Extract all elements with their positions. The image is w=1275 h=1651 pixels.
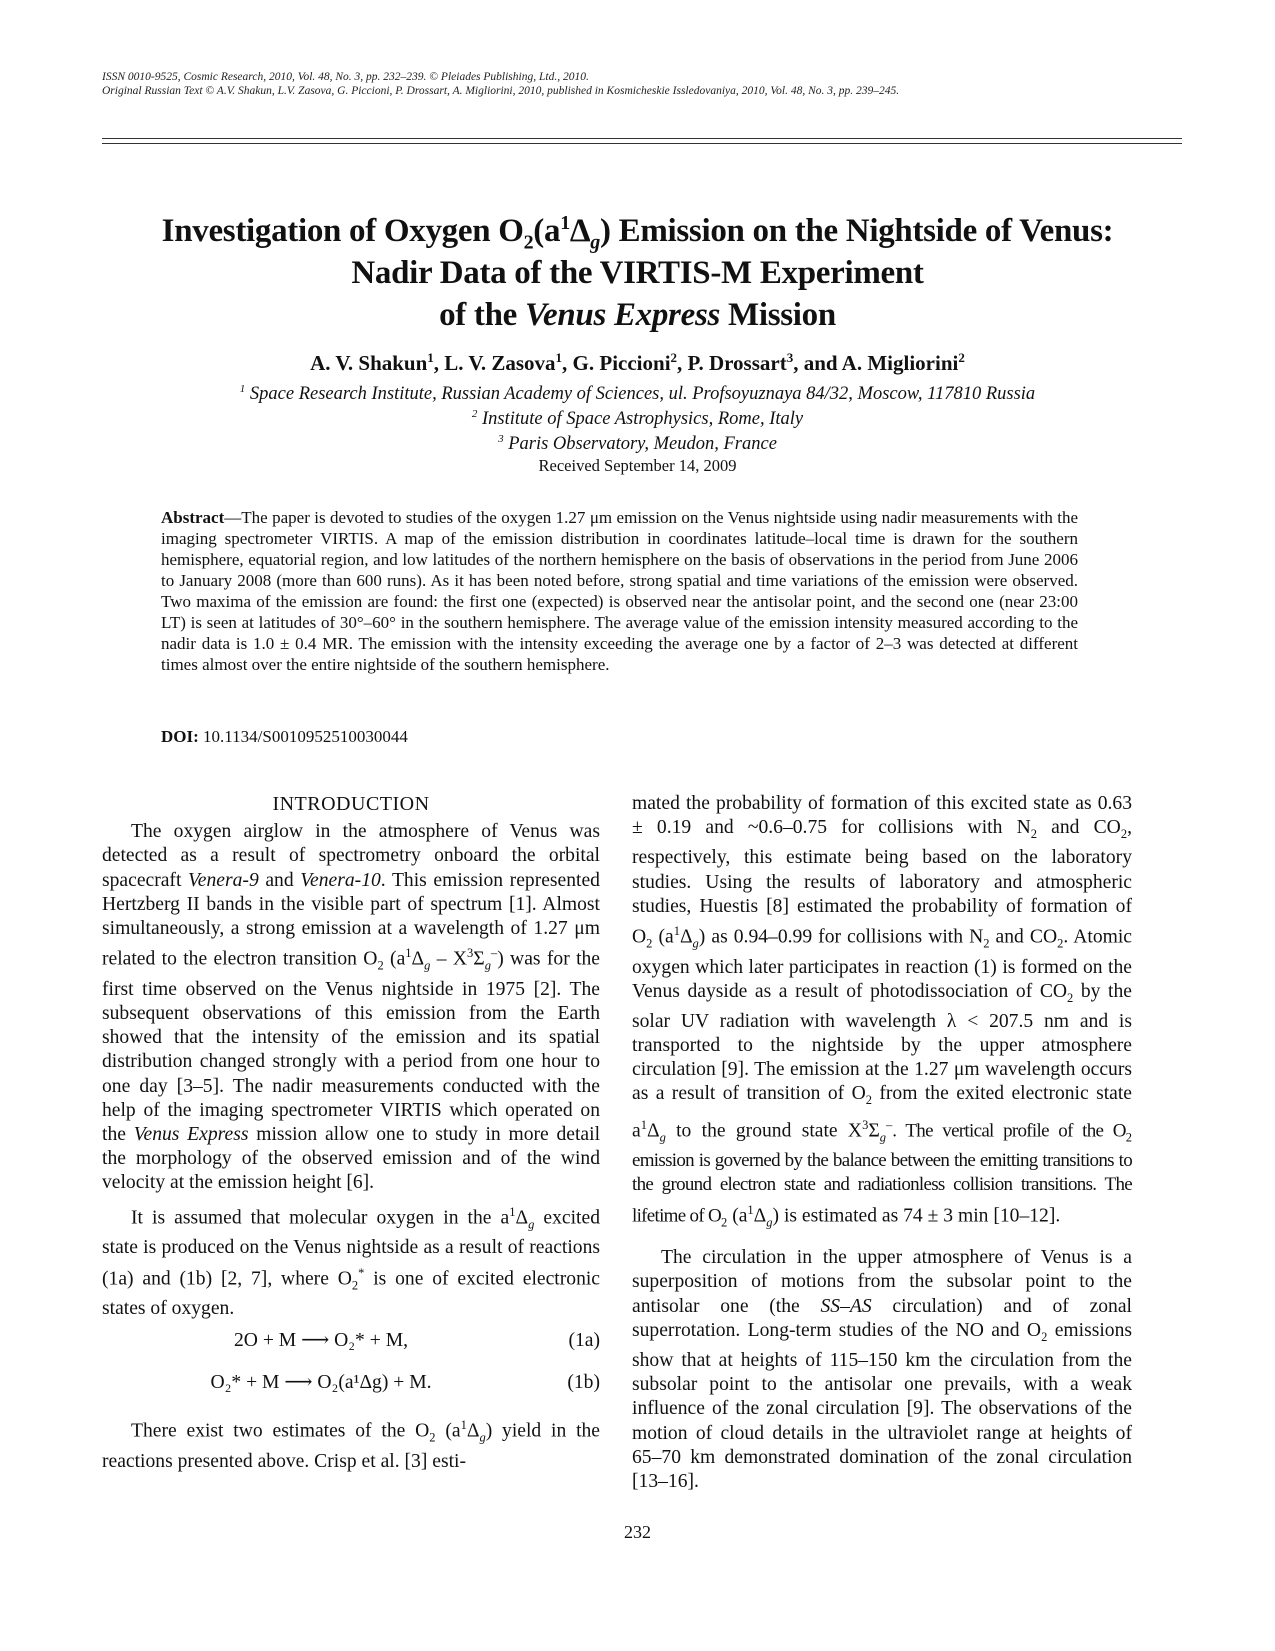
header-rule-top bbox=[102, 138, 1182, 139]
journal-header bbox=[102, 70, 1182, 98]
text-run: . Atomic oxygen which later participates in reaction (1) is formed on the Venus dayside as a result of photodissociation of CO bbox=[632, 926, 1132, 1002]
affiliation bbox=[60, 432, 1215, 456]
paragraph: The oxygen airglow in the atmosphere of Venus was detected as a result of spectrometry onboard the orbital spacecraft Venera-9 and Venera-10. This emission represented Hertzberg II bands in the visible part of spectrum [1]. Almost simultaneously, a strong emission at a wavelength of 1.27 μm related to the electron transition $O_2$ $(a^1\Delta_g - X^3\Sigma_g^-)$ was for the first time observed on the Venus nightside in 1975 [2]. The subsequent observations of this emission from the Earth showed that the intensity of the emission and its spatial distribution changed strongly with a period from one hour to one day [3–5]. The nadir measurements conducted with the help of the imaging spectrometer VIRTIS which operated on the Venus Express mission allow one to study in more detail the morphology of the observed emission and of the wind velocity at the emission height [6]. bbox=[102, 821, 601, 1194]
title-mission-name: Venus Express bbox=[524, 297, 721, 333]
original-text-line: Original Russian Text © A.V. Shakun, L.V. Zasova, G. Piccioni, P. Drossart, A. Migliorini, 2010, published in Kosmicheskie Issledovaniya, 2010, Vol. 48, No. 3, pp. 239–245. bbox=[102, 85, 900, 97]
abstract bbox=[161, 507, 1078, 675]
text-run: circulation) and of zonal superrotation. Long-term studies of the NO and O bbox=[632, 1295, 1132, 1341]
title-part: (a bbox=[533, 213, 561, 249]
right-column bbox=[632, 792, 1132, 1494]
equation bbox=[102, 1321, 600, 1363]
title-line-2: Nadir Data of the VIRTIS-M Experiment bbox=[351, 255, 924, 291]
circulation-term: SS–AS bbox=[820, 1295, 872, 1317]
equation bbox=[102, 1363, 600, 1405]
text-run: and bbox=[258, 869, 301, 891]
equation-number: (1b) bbox=[567, 1372, 600, 1394]
journal-citation-line: ISSN 0010-9525, Cosmic Research, 2010, Vol. 48, No. 3, pp. 232–239. © Pleiades Publishing, Ltd., 2010. bbox=[102, 71, 589, 83]
text-run: . The vertical profile of the O bbox=[892, 1120, 1126, 1142]
text-run: yield in the reactions presented above. Crisp et al. [3] esti- bbox=[102, 1420, 601, 1473]
text-run: emissions show that at heights of 115–150 km the circulation from the subsolar point to the antisolar one prevails, with a weak influence of the zonal circulation [9]. The observations of the motion of cloud details in the ultraviolet range at heights of 65–70 km demonstrated domination of the zonal circulation [13–16]. bbox=[632, 1319, 1132, 1493]
text-run: mission allow one to study in more detail the morphology of the observed emission and of the wind velocity at the emission height [6]. bbox=[102, 1124, 601, 1194]
equation-formula: O₂* + M ⟶ O₂(a¹Δg) + M. bbox=[210, 1372, 432, 1394]
left-column bbox=[102, 792, 600, 1474]
author: A. Migliorini bbox=[841, 351, 959, 375]
doi bbox=[161, 727, 408, 747]
text-run: and CO bbox=[1036, 817, 1121, 839]
section-heading: INTRODUCTION bbox=[272, 793, 430, 815]
affiliation-text: Space Research Institute, Russian Academy of Sciences, ul. Profsoyuznaya 84/32, Moscow, 117810 Russia bbox=[249, 384, 1036, 404]
paper-title: Investigation of Oxygen $O_2(a^1\Delta_g)$ Emission on the Nightside of Venus: Nadir Data of the VIRTIS-M Experiment of the Venus Express Mission bbox=[60, 210, 1215, 336]
abstract-text: —The paper is devoted to studies of the oxygen 1.27 μm emission on the Venus nightside using nadir measurements with the imaging spectrometer VIRTIS. A map of the emission distribution in coordinates latitude–local time is drawn for the southern hemisphere, equatorial region, and low latitudes of the northern hemisphere on the basis of observations in the period from June 2006 to January 2008 (more than 600 runs). As it has been noted before, strong spatial and time variations of the emission were observed. Two maxima of the emission are found: the first one (expected) is observed near the antisolar point, and the second one (near 23:00 LT) is seen at latitudes of 30°–60° in the southern hemisphere. The average value of the emission intensity measured according to the nadir data is 1.0 ± 0.4 MR. The emission with the intensity exceeding the average one by a factor of 2–3 was detected at different times almost over the entire nightside of the southern hemisphere. bbox=[161, 508, 1078, 674]
text-run: is one of excited electronic states of oxygen. bbox=[102, 1268, 601, 1320]
equation-formula: 2O + M ⟶ O₂* + M, bbox=[233, 1330, 409, 1352]
mission-name: Venus Express bbox=[133, 1124, 249, 1146]
title-part: Mission bbox=[720, 297, 836, 333]
text-run: is estimated as 74 ± 3 min [10–12]. bbox=[779, 1205, 1061, 1227]
text-run: The circulation in the upper atmosphere of Venus is a superposition of motions from the subsolar point to the antisolar one (the bbox=[632, 1247, 1132, 1317]
page-number: 232 bbox=[624, 1522, 651, 1542]
text-run: mated the probability of formation of this excited state as 0.63 ± 0.19 and ~0.6–0.75 for collisions with N bbox=[632, 793, 1132, 839]
author: A. V. Shakun bbox=[310, 351, 428, 375]
text-run: by the solar UV radiation with wavelength λ < 207.5 nm and is transported to the nightside by the upper atmosphere circulation [9]. The emission at the 1.27 μm wavelength occurs as a result of transition of O bbox=[632, 980, 1132, 1105]
paragraph: The circulation in the upper atmosphere of Venus is a superposition of motions from the subsolar point to the antisolar one (the SS–AS circulation) and of zonal superrotation. Long-term studies of the NO and $O_2$ emissions show that at heights of 115–150 km the circulation from the subsolar point to the antisolar one prevails, with a weak influence of the zonal circulation [9]. The observations of the motion of cloud details in the ultraviolet range at heights of 65–70 km demonstrated domination of the zonal circulation [13–16]. bbox=[632, 1247, 1132, 1493]
spacecraft-name: Venera-10 bbox=[300, 869, 381, 891]
author: L. V. Zasova bbox=[444, 351, 556, 375]
author-affiliation-mark: 2 bbox=[958, 350, 965, 365]
paragraph: mated the probability of formation of this excited state as 0.63 ± 0.19 and ~0.6–0.75 for collisions with $N_2$ and $CO_2$, respectively, this estimate being based on the laboratory studies. Using the results of laboratory and atmospheric studies, Huestis [8] estimated the probability of formation of $O_2$ $(a^1\Delta_g)$ as 0.94–0.99 for collisions with $N_2$ and $CO_2$. Atomic oxygen which later participates in reaction (1) is formed on the Venus dayside as a result of photodissociation of $CO_2$ by the solar UV radiation with wavelength λ < 207.5 nm and is transported to the nightside by the upper atmosphere circulation [9]. The emission at the 1.27 μm wavelength occurs as a result of transition of $O_2$ from the exited electronic state $a^1\Delta_g$ to the ground state $X^3\Sigma_g^-$. The vertical profile of the $O_2$ emission is governed by the balance between the emitting transitions to the ground electron state and radiationless collision transitions. The lifetime of $O_2$ $(a^1\Delta_g)$ is estimated as 74 ± 3 min [10–12]. bbox=[632, 793, 1132, 1230]
text-run: It is assumed that molecular oxygen in the a bbox=[131, 1207, 510, 1229]
text-run: . This emission represented Hertzberg II bands in the visible part of spectrum [1]. Almost simultaneously, a strong emission at a wavelength of 1.27 μm related to the electron transition O bbox=[102, 869, 600, 970]
title-part: Δ bbox=[569, 213, 591, 249]
text-run: There exist two estimates of the O bbox=[131, 1420, 430, 1442]
equation-number: (1a) bbox=[568, 1330, 600, 1352]
affiliation bbox=[60, 407, 1215, 431]
text-run: , respectively, this estimate being based on the laboratory studies. Using the results of laboratory and atmospheric studies, Huestis [8] estimated the probability of formation of O bbox=[632, 817, 1132, 948]
affiliation-text: Paris Observatory, Meudon, France bbox=[508, 434, 777, 454]
header-rule-bottom bbox=[102, 143, 1182, 144]
author: G. Piccioni bbox=[572, 351, 671, 375]
text-run: excited state is produced on the Venus nightside as a result of reactions (1a) and (1b) [2, 7], where O bbox=[102, 1207, 600, 1290]
spacecraft-name: Venera-9 bbox=[188, 869, 259, 891]
author-affiliation-mark: 2 bbox=[670, 350, 678, 365]
affiliation-number: 2 bbox=[471, 407, 478, 420]
doi-value: 10.1134/S0010952510030044 bbox=[198, 727, 408, 746]
text-run: was for the first time observed on the Venus nightside in 1975 [2]. The subsequent observations of this emission from the Earth showed that the intensity of the emission and its spatial distribution changed strongly with a period from one hour to one day [3–5]. The nadir measurements conducted with the help of the imaging spectrometer VIRTIS which operated on the bbox=[102, 948, 601, 1146]
abstract-label: Abstract bbox=[161, 508, 225, 527]
paragraph: There exist two estimates of the $O_2$ $(a^1\Delta_g)$ yield in the reactions presented above. Crisp et al. [3] esti- bbox=[102, 1418, 601, 1473]
affiliation-text: Institute of Space Astrophysics, Rome, Italy bbox=[482, 409, 804, 429]
title-part: of the bbox=[439, 297, 525, 333]
paragraph: It is assumed that molecular oxygen in the $a^1\Delta_g$ excited state is produced on the Venus nightside as a result of reactions (1a) and (1b) [2, 7], where $O_2^*$ is one of excited electronic states of oxygen. bbox=[102, 1204, 601, 1320]
text-run: and CO bbox=[989, 926, 1058, 948]
author-affiliation-mark: 1 bbox=[427, 350, 434, 365]
received-date: Received September 14, 2009 bbox=[538, 456, 737, 475]
text-run: The oxygen airglow in the atmosphere of Venus was detected as a result of spectrometry onboard the orbital spacecraft bbox=[102, 821, 600, 891]
text-run: as 0.94–0.99 for collisions with N bbox=[705, 926, 984, 948]
author-list: A. V. Shakun$^1$, L. V. Zasova$^1$, G. Piccioni$^2$, P. Drossart$^3$, and A. Migliorini$^2$ bbox=[310, 350, 965, 375]
title-part: ) Emission on the Nightside of Venus: bbox=[599, 213, 1114, 249]
doi-label: DOI: bbox=[161, 727, 199, 746]
affiliation bbox=[60, 382, 1215, 406]
text-run: from the exited electronic state a bbox=[632, 1083, 1132, 1142]
author: P. Drossart bbox=[687, 351, 787, 375]
affiliation-number: 1 bbox=[239, 382, 246, 395]
text-run: emission is governed by the balance between the emitting transitions to the ground electron state and radiationless collision transitions. The lifetime of O bbox=[632, 1150, 1132, 1227]
affiliation-number: 3 bbox=[498, 432, 504, 445]
author-affiliation-mark: 3 bbox=[786, 350, 794, 365]
author-affiliation-mark: 1 bbox=[555, 350, 563, 365]
title-part: Investigation of Oxygen O bbox=[161, 213, 524, 249]
text-run: to the ground state X bbox=[665, 1120, 863, 1142]
